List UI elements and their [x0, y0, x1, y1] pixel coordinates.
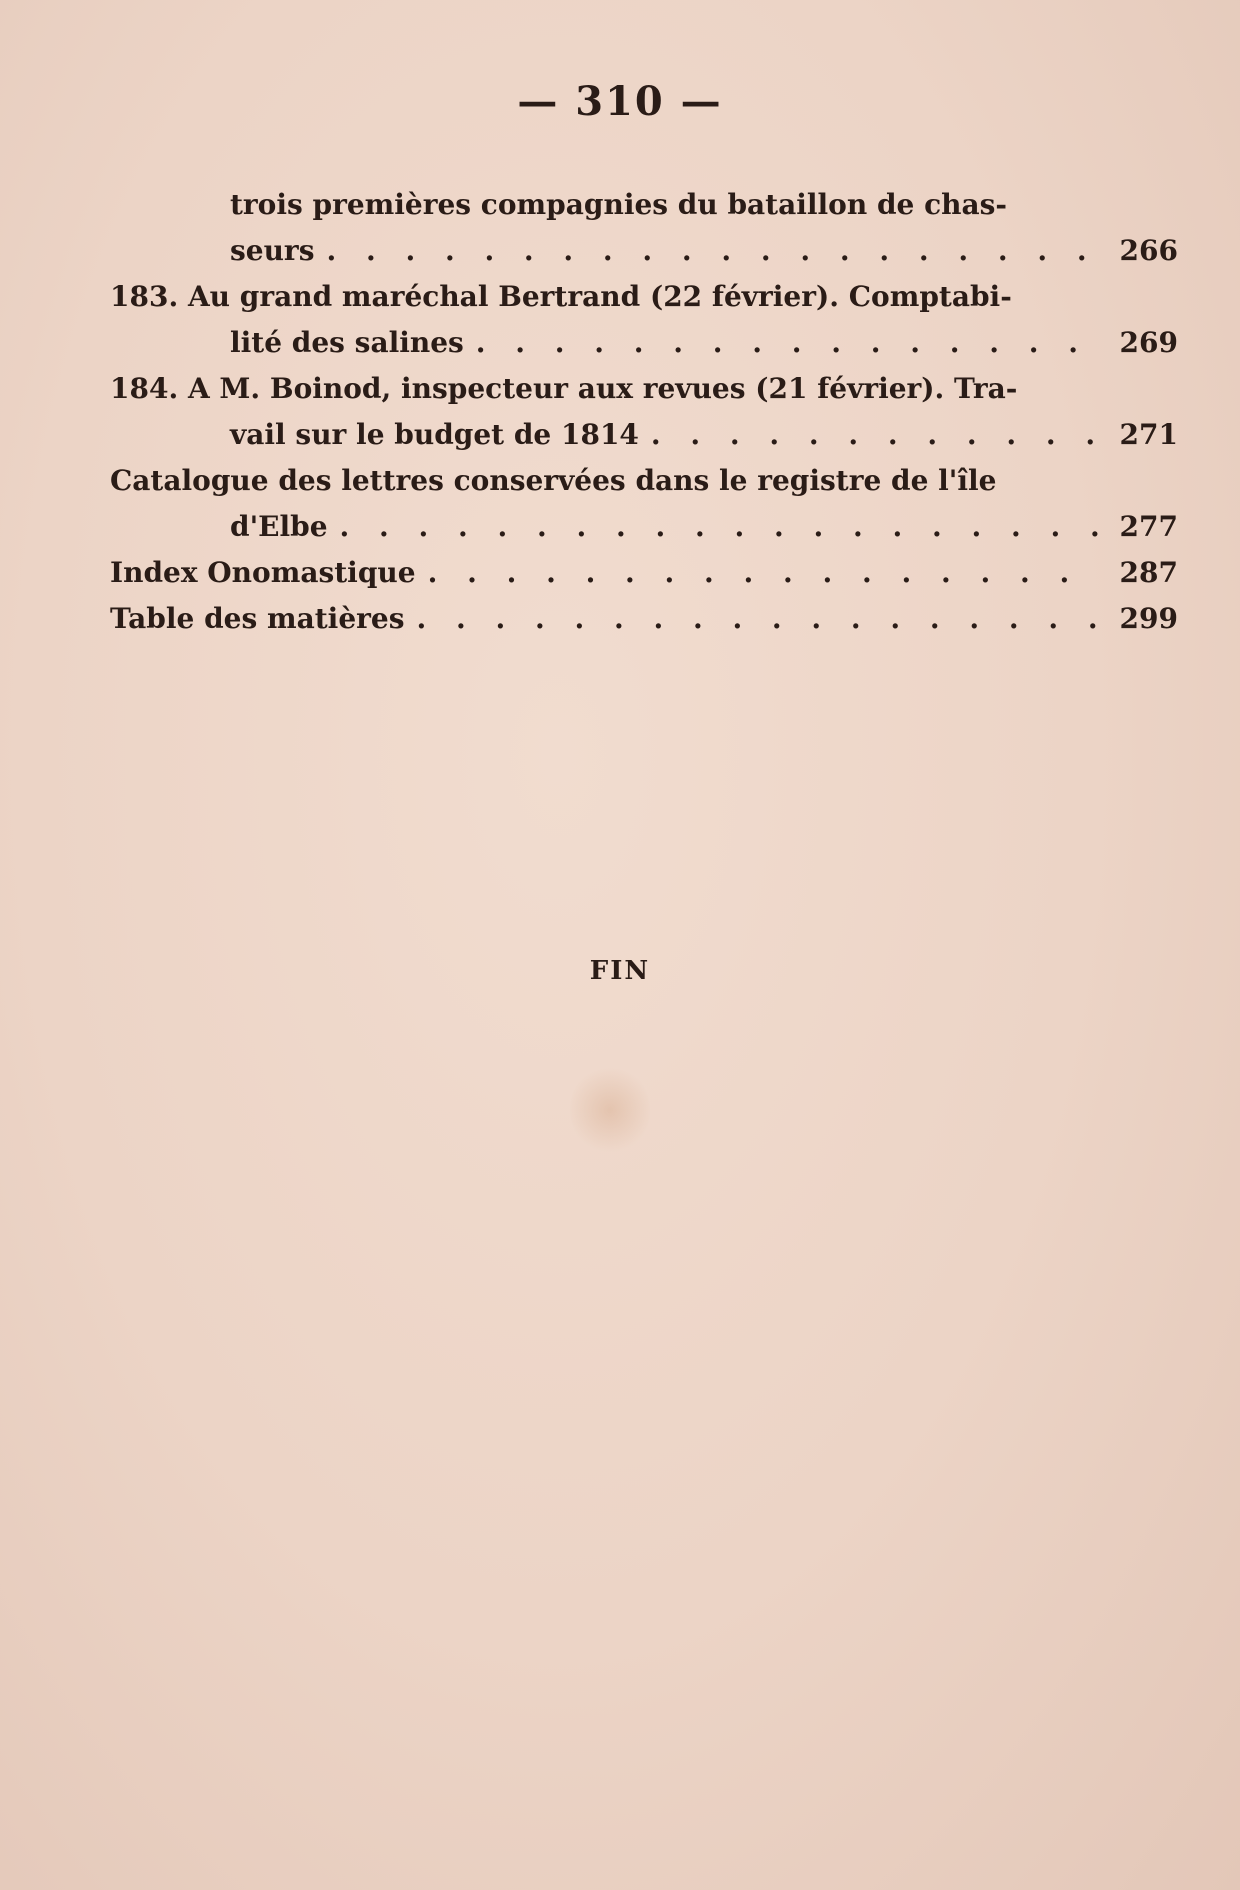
toc-line	[110, 182, 1178, 228]
page-number: — 310 —	[517, 78, 723, 125]
dot-leader	[639, 412, 1098, 458]
table-of-contents	[110, 182, 1178, 642]
toc-entry-text: Index Onomastique	[110, 556, 416, 589]
end-mark: FIN	[589, 956, 651, 986]
dot-leader	[464, 320, 1098, 366]
toc-entry-text: vail sur le budget de 1814	[230, 418, 639, 451]
toc-page-number: 287	[1119, 556, 1178, 589]
paper-stain	[570, 1065, 650, 1155]
toc-line	[110, 274, 1178, 320]
toc-line	[110, 550, 1178, 596]
toc-page-number: 269	[1119, 326, 1178, 359]
toc-page-number: 299	[1119, 602, 1178, 635]
toc-entry-text: d'Elbe	[230, 510, 328, 543]
toc-page-number: 266	[1119, 234, 1178, 267]
toc-page-number: 271	[1119, 418, 1178, 451]
toc-line	[110, 596, 1178, 642]
toc-line	[110, 228, 1178, 274]
toc-entry-text: lité des salines	[230, 326, 464, 359]
toc-line	[110, 320, 1178, 366]
toc-line	[110, 504, 1178, 550]
toc-page-number: 277	[1119, 510, 1178, 543]
dot-leader	[404, 596, 1098, 642]
toc-entry-text: seurs	[230, 234, 315, 267]
dot-leader	[416, 550, 1098, 596]
dot-leader	[328, 504, 1098, 550]
toc-entry-text: Table des matières	[110, 602, 405, 635]
toc-entry-text: 184. A M. Boinod, inspecteur aux revues (21 février). Tra-	[110, 372, 1018, 405]
toc-entry-text: trois premières compagnies du bataillon de chas-	[230, 188, 1008, 221]
toc-entry-text: 183. Au grand maréchal Bertrand (22 février). Comptabi-	[110, 280, 1012, 313]
toc-entry-text: Catalogue des lettres conservées dans le registre de l'île	[110, 464, 997, 497]
dot-leader	[314, 228, 1098, 274]
toc-line	[110, 366, 1178, 412]
toc-line	[110, 412, 1178, 458]
toc-line	[110, 458, 1178, 504]
